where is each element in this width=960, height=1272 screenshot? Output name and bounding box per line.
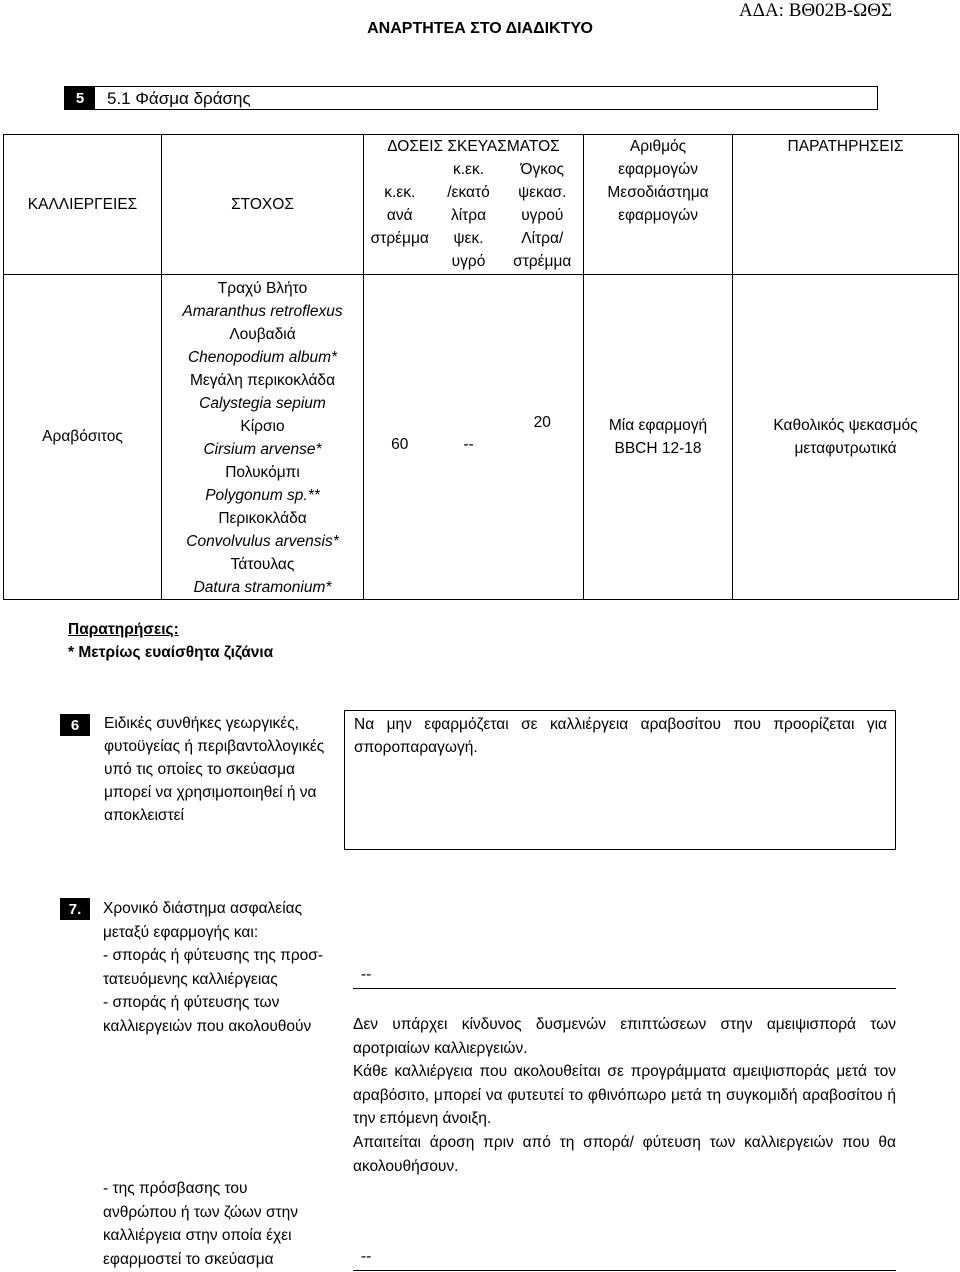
target-latin-name: Chenopodium album* — [187, 348, 338, 366]
header-crops: ΚΑΛΛΙΕΡΓΕΙΕΣ — [4, 135, 162, 275]
section-7-label-line: - σποράς ή φύτευσης της προσ- — [103, 947, 323, 965]
divider-line — [353, 1270, 896, 1271]
applications-header-line: Μεσοδιάστημα — [607, 184, 709, 201]
target-latin-name: Cirsium arvense* — [203, 440, 322, 458]
dose-header-line: /εκατό — [447, 184, 490, 202]
target-cell — [162, 274, 364, 599]
target-latin-name: Amaranthus retroflexus — [182, 302, 343, 320]
header-dose-per-100l — [436, 158, 502, 274]
access-label-line: καλλιέργεια στην οποία έχει — [103, 1227, 292, 1245]
dose-header-line: στρέμμα — [513, 253, 572, 271]
applications-header-line: εφαρμογών — [618, 207, 698, 224]
ada-code: ΑΔΑ: ΒΘ02Β-ΩΘΣ — [739, 0, 892, 21]
section-7-label-line: Χρονικό διάστημα ασφαλείας — [103, 900, 303, 917]
access-label-line: ανθρώπου ή των ζώων στην — [103, 1203, 299, 1221]
target-common-name: Περικοκλάδα — [218, 509, 307, 527]
section-6-number: 6 — [60, 714, 90, 736]
following-crops-paragraph: Κάθε καλλιέργεια που ακολουθείται σε προγράμματα αμειψισποράς μετά τον αραβόσιτο, μπορεί να φυτευτεί το φθινόπωρο μετά τη συγκομιδή αραβοσίτου ή την επόμενη άνοιξη. — [353, 1063, 896, 1128]
dose-header-line: στρέμμα — [370, 230, 429, 248]
following-crops-paragraph: Δεν υπάρχει κίνδυνος δυσμενών επιπτώσεων στην αμειψισπορά των αροτριαίων καλλιεργειών. — [353, 1016, 896, 1057]
remarks-value — [733, 274, 959, 599]
access-label-line: - της πρόσβασης του — [103, 1180, 248, 1197]
target-latin-name: Convolvulus arvensis* — [186, 532, 339, 550]
applications-value — [584, 274, 733, 599]
dose-per-100l-value: -- — [436, 274, 502, 599]
header-applications — [584, 135, 733, 275]
dose-header-line: Όγκος — [520, 161, 564, 179]
section-5-header — [64, 86, 878, 110]
dose-header-line: υγρού — [521, 207, 564, 225]
section-5-title: 5.1 Φάσμα δράσης — [107, 89, 251, 108]
access-label — [103, 1177, 353, 1271]
protected-crop-interval-value: -- — [361, 966, 372, 983]
dose-header-line: λίτρα — [450, 207, 487, 225]
page-header-title: ΑΝΑΡΤΗΤΕΑ ΣΤΟ ΔΙΑΔΙΚΤΥΟ — [367, 20, 593, 37]
dose-header-line: υγρό — [451, 253, 486, 271]
dose-header-line: ψεκασ. — [518, 184, 567, 202]
header-target: ΣΤΟΧΟΣ — [162, 135, 364, 275]
notes-label: Παρατηρήσεις: — [68, 621, 179, 638]
section-6-box — [344, 710, 896, 850]
remarks-line: Καθολικός ψεκασμός — [773, 416, 918, 434]
dose-per-stremma-value: 60 — [364, 274, 436, 599]
target-common-name: Λουβαδιά — [229, 325, 296, 343]
dose-header-line: κ.εκ. — [384, 184, 416, 202]
section-7-label-line: καλλιεργειών που ακολουθούν — [103, 1017, 312, 1035]
dose-header-line: κ.εκ. — [452, 161, 485, 179]
access-interval-value: -- — [361, 1248, 372, 1265]
dose-header-line: ανά — [386, 207, 413, 225]
divider-line — [353, 988, 896, 989]
access-label-line: εφαρμοστεί το σκεύασμα — [103, 1250, 274, 1268]
following-crops-paragraph: Απαιτείται άροση πριν από τη σπορά/ φύτευση των καλλιεργειών που θα ακολουθήσουν. — [353, 1133, 896, 1175]
target-common-name: Τραχύ Βλήτο — [217, 279, 308, 297]
applications-header-line: εφαρμογών — [618, 161, 698, 178]
target-common-name: Μεγάλη περικοκλάδα — [189, 371, 336, 389]
applications-line: BBCH 12-18 — [614, 439, 702, 457]
section-7-label-line: - σποράς ή φύτευσης των — [103, 994, 280, 1012]
section-6-label: Ειδικές συνθήκες γεωργικές, φυτοϋγείας ή περιβαντολλογικές υπό τις οποίες το σκεύασμα μπορεί να χρησιμοποιηθεί ή να αποκλειστεί — [104, 715, 325, 824]
header-spray-volume — [502, 158, 584, 274]
action-spectrum-table — [3, 134, 959, 600]
target-latin-name: Calystegia sepium — [199, 394, 326, 412]
header-remarks: ΠΑΡΑΤΗΡΗΣΕΙΣ — [733, 135, 959, 275]
applications-header-line: Αριθμός — [629, 138, 687, 155]
notes-line: * Μετρίως ευαίσθητα ζιζάνια — [68, 644, 274, 661]
header-dose-per-stremma — [364, 158, 436, 274]
section-7-label-line: τατευόμενης καλλιέργειας — [103, 970, 278, 988]
remarks-line: μεταφυτρωτικά — [794, 439, 897, 457]
crop-cell: Αραβόσιτος — [4, 274, 162, 599]
following-crops-text — [353, 1013, 896, 1178]
section-6-text: Να μην εφαρμόζεται σε καλλιέργεια αραβοσίτου που προορίζεται για σποροπαραγωγή. — [354, 716, 887, 756]
target-latin-name: Datura stramonium* — [193, 578, 332, 596]
spray-volume-value: 20 — [502, 274, 584, 599]
section-7-label — [103, 897, 353, 1039]
section-7-label-line: μεταξύ εφαρμογής και: — [103, 923, 259, 941]
target-latin-name: Polygonum sp.** — [205, 486, 320, 504]
dose-header-line: Λίτρα/ — [521, 230, 564, 248]
target-common-name: Τάτουλας — [230, 555, 295, 573]
target-common-name: Κίρσιο — [240, 417, 285, 435]
applications-line: Μία εφαρμογή — [608, 416, 708, 434]
dose-header-line: ψεκ. — [453, 230, 484, 248]
header-doses: ΔΟΣΕΙΣ ΣΚΕΥΑΣΜΑΤΟΣ — [364, 135, 584, 159]
target-common-name: Πολυκόμπι — [225, 463, 300, 481]
section-5-number: 5 — [65, 87, 95, 109]
section-7-number: 7. — [60, 898, 90, 920]
